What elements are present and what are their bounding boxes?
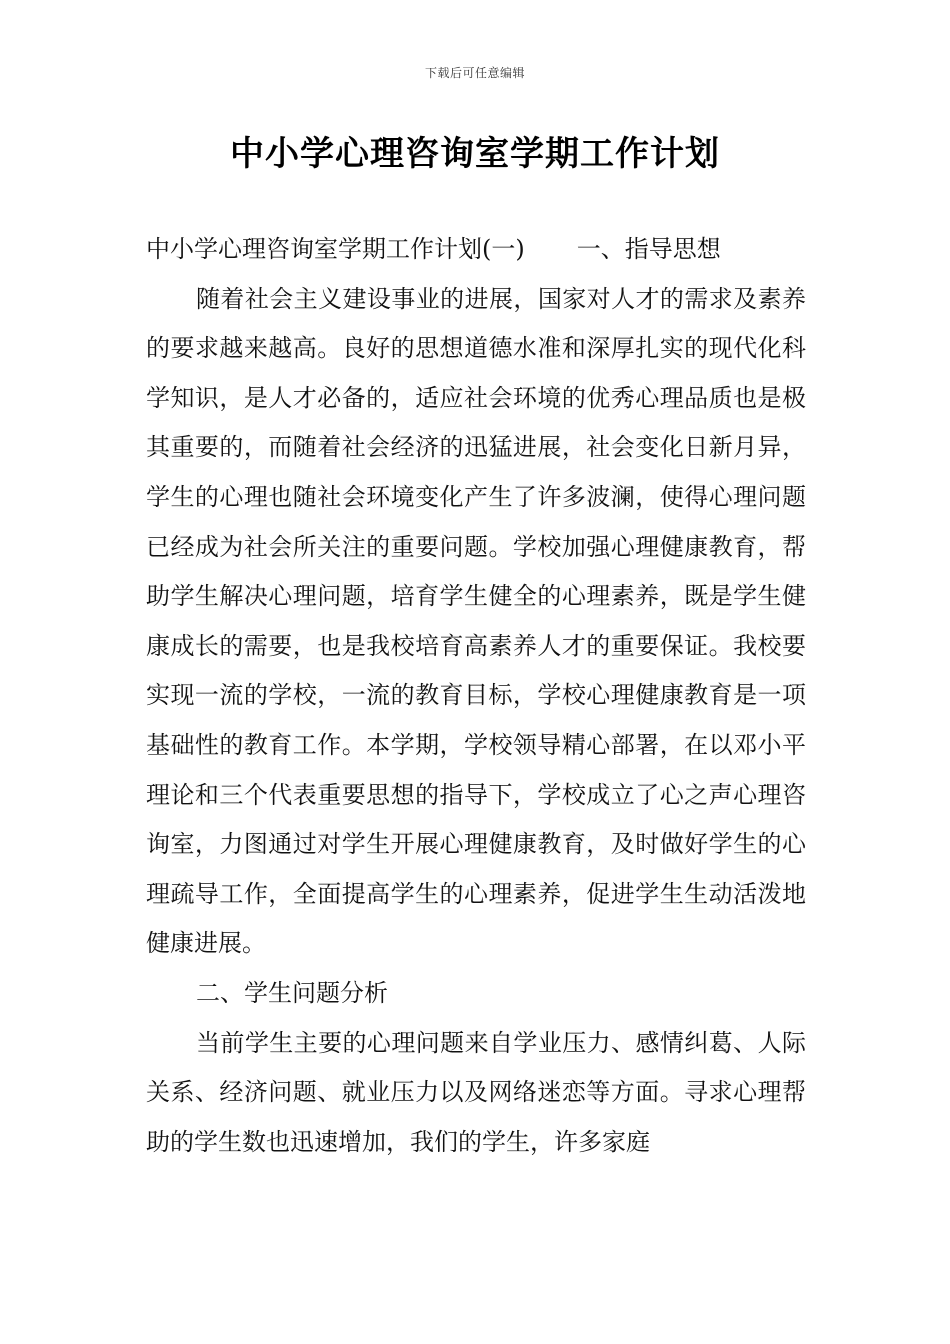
section-heading-guiding-thought: 一、指导思想 xyxy=(576,235,721,263)
intro-line xyxy=(146,225,806,275)
header-note: 下载后可任意编辑 xyxy=(424,66,525,80)
document-title: 中小学心理咨询室学期工作计划 xyxy=(230,134,720,174)
section-heading-student-problems: 二、学生问题分析 xyxy=(196,978,388,1007)
paragraph-guiding-thought: 随着社会主义建设事业的进展，国家对人才的需求及素养的要求越来越高。良好的思想道德水准和深厚扎实的现代化科学知识，是人才必备的，适应社会环境的优秀心理品质也是极其重要的，而随着社会经济的迅猛进展，社会变化日新月异，学生的心理也随社会环境变化产生了许多波澜，使得心理问题已经成为社会所关注的重要问题。学校加强心理健康教育，帮助学生解决心理问题，培育学生健全的心理素养，既是学生健康成长的需要，也是我校培育高素养人才的重要保证。我校要实现一流的学校，一流的教育目标，学校心理健康教育是一项基础性的教育工作。本学期，学校领导精心部署，在以邓小平理论和三个代表重要思想的指导下，学校成立了心之声心理咨询室，力图通过对学生开展心理健康教育，及时做好学生的心理疏导工作，全面提高学生的心理素养，促进学生生动活泼地健康进展。 xyxy=(146,284,806,958)
document-subtitle: 中小学心理咨询室学期工作计划(一) xyxy=(146,235,525,263)
document-body xyxy=(146,225,806,1167)
paragraph-student-problems: 当前学生主要的心理问题来自学业压力、感情纠葛、人际关系、经济问题、就业压力以及网络迷恋等方面。寻求心理帮助的学生数也迅速增加，我们的学生，许多家庭 xyxy=(146,1028,806,1156)
